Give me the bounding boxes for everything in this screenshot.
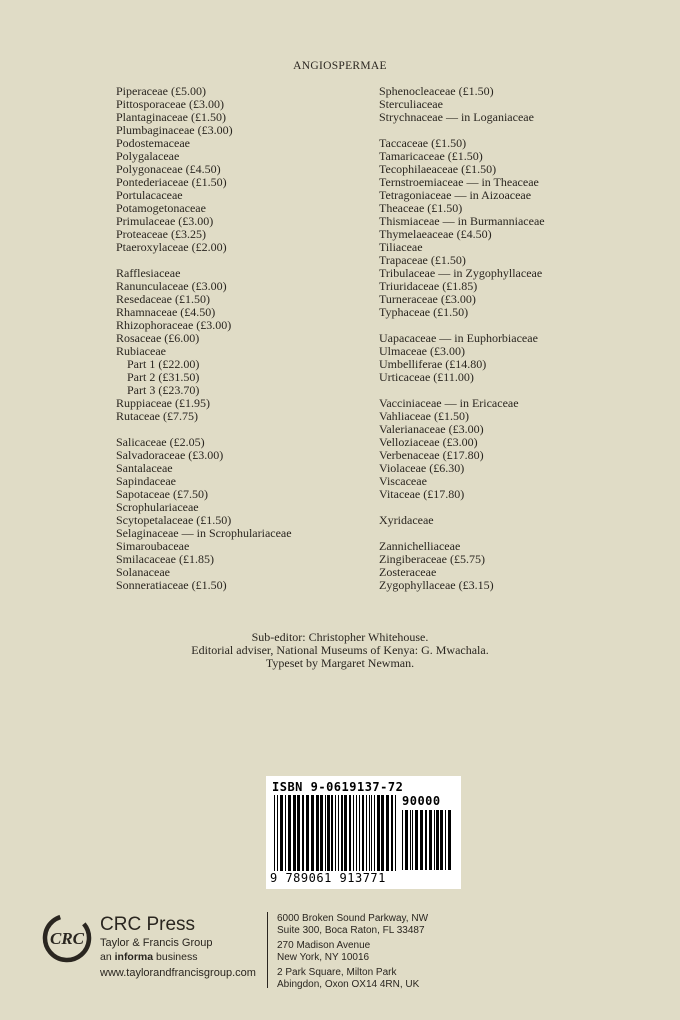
family-entry: Piperaceae (£5.00) xyxy=(116,84,206,98)
barcode-bar xyxy=(302,795,304,871)
family-entry: Simaroubaceae xyxy=(116,539,190,553)
logo-lettering: CRC xyxy=(49,929,85,948)
family-entry: Trapaceae (£1.50) xyxy=(379,253,466,267)
family-entry: Umbelliferae (£14.80) xyxy=(379,357,487,371)
family-entry: Vacciniaceae — in Ericaceae xyxy=(379,396,519,410)
barcode-bar xyxy=(288,795,291,871)
family-entry: Strychnaceae — in Loganiaceae xyxy=(379,110,534,124)
barcode-bar xyxy=(306,795,309,871)
credit-typesetter: Typeset by Margaret Newman. xyxy=(265,656,415,670)
family-entry: Ternstroemiaceae — in Theaceae xyxy=(379,175,539,189)
family-entry: Thymelaeaceae (£4.50) xyxy=(379,227,492,241)
family-entry: Rubiaceae xyxy=(116,344,166,358)
address-line: 2 Park Square, Milton Park xyxy=(277,967,397,978)
barcode-bar xyxy=(338,795,339,871)
barcode-bar xyxy=(285,795,286,871)
barcode-bar xyxy=(369,795,370,871)
barcode-bar xyxy=(316,795,319,871)
barcode-bar xyxy=(344,795,347,871)
barcode-bar xyxy=(391,795,393,871)
barcode-bar xyxy=(274,795,275,871)
barcode-bar xyxy=(335,795,336,871)
barcode-main-bars xyxy=(274,795,399,871)
family-entry: Solanaceae xyxy=(116,565,170,579)
barcode-bar xyxy=(327,795,330,871)
family-entry: Verbenaceae (£17.80) xyxy=(379,448,484,462)
barcode-bar xyxy=(440,810,443,870)
barcode-bar xyxy=(405,810,408,870)
family-entry: Sterculiaceae xyxy=(379,97,443,111)
family-entry: Plantaginaceae (£1.50) xyxy=(116,110,226,124)
family-entry: Zannichelliaceae xyxy=(379,539,461,553)
barcode-bar xyxy=(359,795,360,871)
family-entry: Urticaceae (£11.00) xyxy=(379,370,474,384)
barcode-bar xyxy=(297,795,300,871)
family-part-entry: Part 1 (£22.00) xyxy=(127,357,200,371)
family-entry: Velloziaceae (£3.00) xyxy=(379,435,478,449)
family-entry: Violaceae (£6.30) xyxy=(379,461,465,475)
address-new-york xyxy=(277,940,428,964)
family-entry: Thismiaceae — in Burmanniaceae xyxy=(379,214,545,228)
barcode-bar xyxy=(415,810,418,870)
business-prefix: an xyxy=(100,951,115,963)
barcode-bar xyxy=(366,795,367,871)
family-entry: Typhaceae (£1.50) xyxy=(379,305,469,319)
address-line: Abingdon, Oxon OX14 4RN, UK xyxy=(277,979,420,990)
address-line: New York, NY 10016 xyxy=(277,952,370,963)
family-entry: Selaginaceae — in Scrophulariaceae xyxy=(116,526,292,540)
barcode-bar xyxy=(371,795,372,871)
barcode-bar xyxy=(293,795,296,871)
publisher-group: Taylor & Francis Group xyxy=(100,937,213,949)
family-entry: Rosaceae (£6.00) xyxy=(116,331,200,345)
family-entry: Tetragoniaceae — in Aizoaceae xyxy=(379,188,532,202)
publisher-url: www.taylorandfrancisgroup.com xyxy=(100,967,256,979)
family-entry: Tiliaceae xyxy=(379,240,423,254)
family-entry: Sonneratiaceae (£1.50) xyxy=(116,578,227,592)
family-entry: Rafflesiaceae xyxy=(116,266,181,280)
barcode xyxy=(266,776,461,889)
family-entry: Salvadoraceae (£3.00) xyxy=(116,448,224,462)
family-entry: Scytopetalaceae (£1.50) xyxy=(116,513,232,527)
barcode-bar xyxy=(356,795,357,871)
family-entry: Turneraceae (£3.00) xyxy=(379,292,476,306)
family-entry: Zingiberaceae (£5.75) xyxy=(379,552,485,566)
barcode-bar xyxy=(436,810,439,870)
right-family-list xyxy=(379,85,639,592)
family-entry: Ulmaceae (£3.00) xyxy=(379,344,465,358)
barcode-bar xyxy=(445,810,446,870)
barcode-bar xyxy=(341,795,343,871)
family-entry: Resedaceae (£1.50) xyxy=(116,292,210,306)
family-entry: Vahliaceae (£1.50) xyxy=(379,409,469,423)
family-entry: Scrophulariaceae xyxy=(116,500,199,514)
family-entry: Potamogetonaceae xyxy=(116,201,206,215)
credit-editorial-adviser: Editorial adviser, National Museums of Kenya: G. Mwachala. xyxy=(191,643,489,657)
left-family-list xyxy=(116,85,356,592)
family-part-entry: Part 3 (£23.70) xyxy=(127,383,200,397)
barcode-bar xyxy=(320,795,323,871)
family-entry: Ranunculaceae (£3.00) xyxy=(116,279,227,293)
family-entry: Primulaceae (£3.00) xyxy=(116,214,214,228)
barcode-bar xyxy=(412,810,413,870)
family-entry: Rhizophoraceae (£3.00) xyxy=(116,318,232,332)
family-entry: Podostemaceae xyxy=(116,136,190,150)
address-boca-raton xyxy=(277,913,428,937)
barcode-bar xyxy=(280,795,283,871)
family-entry: Tribulaceae — in Zygophyllaceae xyxy=(379,266,543,280)
family-entry: Polygalaceae xyxy=(116,149,180,163)
family-entry: Tamaricaceae (£1.50) xyxy=(379,149,483,163)
barcode-bar xyxy=(277,795,278,871)
address-line: Suite 300, Boca Raton, FL 33487 xyxy=(277,925,425,936)
business-brand: informa xyxy=(114,951,154,963)
family-entry: Valerianaceae (£3.00) xyxy=(379,422,484,436)
barcode-addon-bars xyxy=(402,810,454,870)
family-entry: Rhamnaceae (£4.50) xyxy=(116,305,216,319)
credit-sub-editor: Sub-editor: Christopher Whitehouse. xyxy=(251,630,429,644)
barcode-bar xyxy=(410,810,411,870)
family-entry: Rutaceae (£7.75) xyxy=(116,409,198,423)
barcode-bar xyxy=(425,810,427,870)
barcode-bar xyxy=(429,810,432,870)
footer-divider xyxy=(267,912,268,988)
barcode-ean-digits: 9 789061 913771 xyxy=(270,871,386,885)
barcode-addon-digits: 90000 xyxy=(402,794,441,808)
family-part-entry: Part 2 (£31.50) xyxy=(127,370,200,384)
family-entry: Ptaeroxylaceae (£2.00) xyxy=(116,240,227,254)
family-entry: Sapindaceae xyxy=(116,474,176,488)
family-entry: Ruppiaceae (£1.95) xyxy=(116,396,210,410)
publisher-name: CRC Press xyxy=(100,914,196,935)
address-abingdon xyxy=(277,967,428,991)
family-entry: Polygonaceae (£4.50) xyxy=(116,162,221,176)
barcode-bar xyxy=(349,795,351,871)
barcode-bar xyxy=(381,795,384,871)
barcode-bar xyxy=(420,810,423,870)
barcode-bar xyxy=(395,795,396,871)
family-entry: Uapacaceae — in Euphorbiaceae xyxy=(379,331,538,345)
family-entry: Sphenocleaceae (£1.50) xyxy=(379,84,494,98)
publisher-block xyxy=(100,914,212,964)
barcode-bar xyxy=(434,810,435,870)
family-entry: Triuridaceae (£1.85) xyxy=(379,279,478,293)
address-line: 270 Madison Avenue xyxy=(277,940,371,951)
family-entry: Theaceae (£1.50) xyxy=(379,201,463,215)
family-entry: Salicaceae (£2.05) xyxy=(116,435,205,449)
barcode-bar xyxy=(331,795,333,871)
credits xyxy=(0,631,680,670)
family-entry: Xyridaceae xyxy=(379,513,434,527)
crc-logo-icon xyxy=(42,913,92,963)
barcode-bar xyxy=(374,795,375,871)
barcode-bar xyxy=(386,795,389,871)
business-suffix: business xyxy=(153,951,198,963)
address-line: 6000 Broken Sound Parkway, NW xyxy=(277,913,429,924)
family-entry: Zygophyllaceae (£3.15) xyxy=(379,578,494,592)
family-entry: Pontederiaceae (£1.50) xyxy=(116,175,227,189)
barcode-bar xyxy=(448,810,451,870)
barcode-bar xyxy=(377,795,380,871)
family-entry: Sapotaceae (£7.50) xyxy=(116,487,208,501)
publisher-addresses xyxy=(277,913,428,994)
barcode-bar xyxy=(325,795,326,871)
family-entry: Tecophilaeaceae (£1.50) xyxy=(379,162,497,176)
family-entry: Vitaceae (£17.80) xyxy=(379,487,465,501)
section-heading: ANGIOSPERMAE xyxy=(293,60,387,72)
barcode-bar xyxy=(362,795,364,871)
family-entry: Santalaceae xyxy=(116,461,173,475)
family-entry: Pittosporaceae (£3.00) xyxy=(116,97,224,111)
barcode-bar xyxy=(311,795,314,871)
family-entry: Viscaceae xyxy=(379,474,427,488)
isbn-label: ISBN 9-0619137-72 xyxy=(272,780,404,794)
family-entry: Plumbaginaceae (£3.00) xyxy=(116,123,233,137)
barcode-bar xyxy=(402,810,403,870)
publisher-business-line xyxy=(100,950,212,964)
family-entry: Portulacaceae xyxy=(116,188,183,202)
family-entry: Zosteraceae xyxy=(379,565,437,579)
barcode-bar xyxy=(353,795,354,871)
family-entry: Smilacaceae (£1.85) xyxy=(116,552,214,566)
family-entry: Taccaceae (£1.50) xyxy=(379,136,467,150)
family-entry: Proteaceae (£3.25) xyxy=(116,227,206,241)
